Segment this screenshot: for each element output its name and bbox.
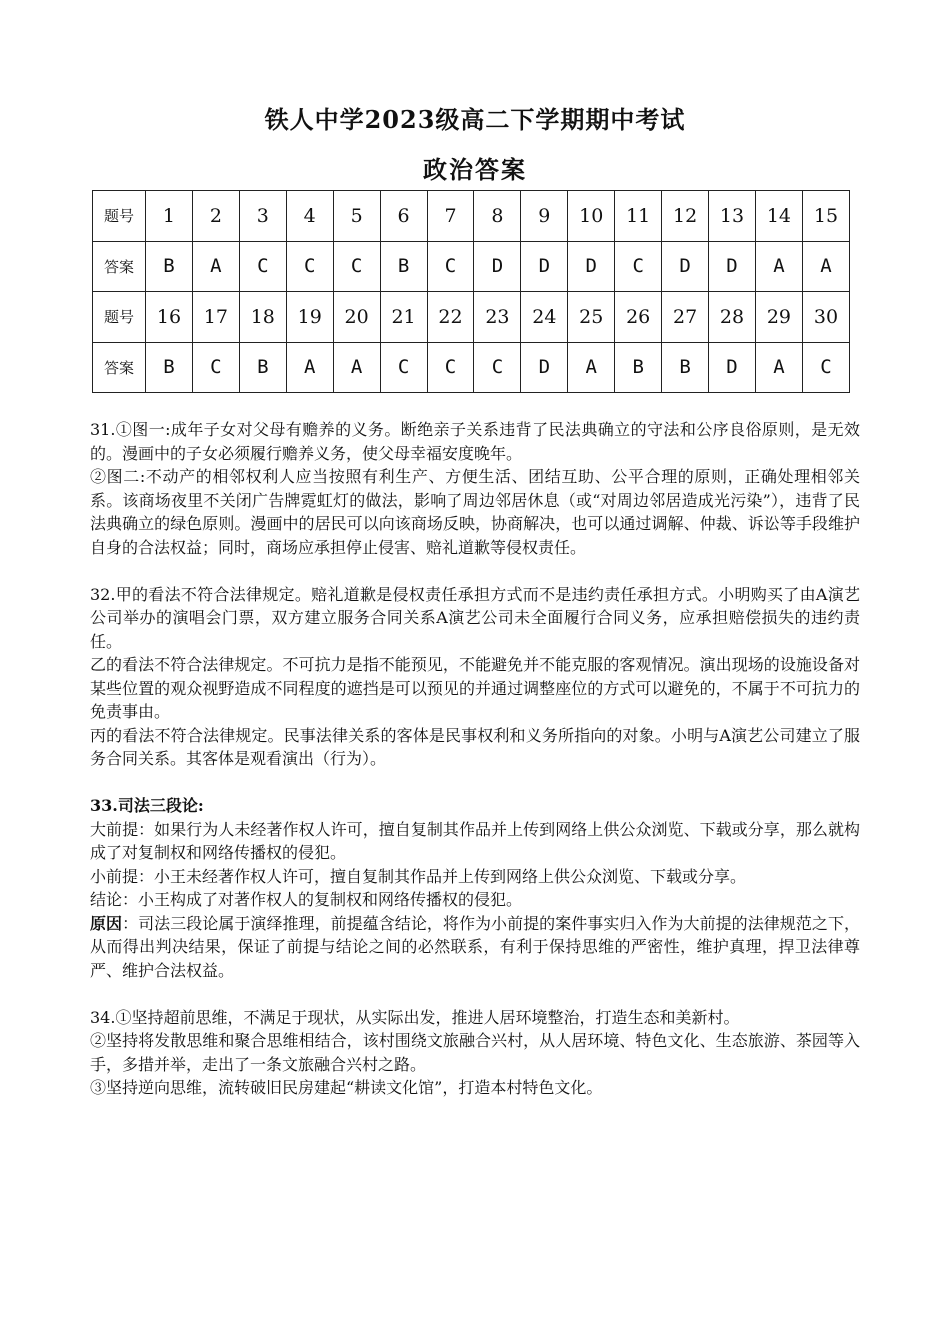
q34-para-3: ③坚持逆向思维，流转破旧民房建起“耕读文化馆”，打造本村特色文化。	[90, 1078, 603, 1097]
q33-reason-text: ：司法三段论属于演绎推理，前提蕴含结论，将作为小前提的案件事实归入作为大前提的法律规范之下，从而得出判决结果，保证了前提与结论之间的必然联系，有利于保持思维的严密性，维护真理，捍卫法律尊严、维护合法权益。	[90, 913, 860, 980]
answer-cell: D	[568, 241, 615, 292]
question-number-cell: 5	[333, 191, 380, 242]
answer-cell: A	[568, 342, 615, 393]
answer-content	[90, 418, 860, 1100]
answer-cell: C	[427, 342, 474, 393]
answer-cell: D	[709, 342, 756, 393]
answer-cell: D	[662, 241, 709, 292]
answer-cell: C	[192, 342, 239, 393]
answer-table	[92, 190, 850, 393]
answer-cell: D	[521, 342, 568, 393]
answer-cell: C	[474, 342, 521, 393]
answer-cell: C	[286, 241, 333, 292]
q31-para-2: ②图二:不动产的相邻权利人应当按照有利生产、方便生活、团结互助、公平合理的原则，正确处理相邻关系。该商场夜里不关闭广告牌霓虹灯的做法，影响了周边邻居休息（或“对周边邻居造成光污染”），违背了民法典确立的绿色原则。漫画中的居民可以向该商场反映，协商解决，也可以通过调解、仲裁、诉讼等手段维护自身的合法权益；同时，商场应承担停止侵害、赔礼道歉等侵权责任。	[90, 467, 860, 557]
question-number-cell: 10	[568, 191, 615, 242]
q34-para-2: ②坚持将发散思维和聚合思维相结合，该村围绕文旅融合兴村，从人居环境、特色文化、生态旅游、茶园等入手，多措并举，走出了一条文旅融合兴村之路。	[90, 1031, 860, 1074]
question-number-cell: 16	[146, 292, 193, 343]
answer-cell: B	[615, 342, 662, 393]
question-number-cell: 8	[474, 191, 521, 242]
answer-cell: B	[662, 342, 709, 393]
answer-cell: D	[521, 241, 568, 292]
question-number-cell: 14	[755, 191, 802, 242]
question-number-cell: 22	[427, 292, 474, 343]
answer-cell: C	[802, 342, 849, 393]
question-number-cell: 1	[146, 191, 193, 242]
question-number-cell: 24	[521, 292, 568, 343]
answer-cell: B	[146, 342, 193, 393]
num-label-cell: 题号	[93, 191, 146, 242]
q33-reason	[90, 912, 860, 983]
num-label-cell: 题号	[93, 292, 146, 343]
answer-cell: A	[333, 342, 380, 393]
q33-minor-premise: 小前提：小王未经著作权人许可，擅自复制其作品并上传到网络上供公众浏览、下载或分享。	[90, 866, 747, 886]
question-number-cell: 26	[615, 292, 662, 343]
answer-cell: D	[709, 241, 756, 292]
question-number-cell: 13	[709, 191, 756, 242]
q33-major-premise: 大前提：如果行为人未经著作权人许可，擅自复制其作品并上传到网络上供公众浏览、下载或分享，那么就构成了对复制权和网络传播权的侵犯。	[90, 819, 860, 862]
question-number-cell: 20	[333, 292, 380, 343]
q32-para-2: 乙的看法不符合法律规定。不可抗力是指不能预见，不能避免并不能克服的客观情况。演出现场的设施设备对某些位置的观众视野造成不同程度的遮挡是可以预见的并通过调整座位的方式可以避免的，不属于不可抗力的免责事由。	[90, 655, 860, 721]
answer-cell: C	[615, 241, 662, 292]
ans-label-cell: 答案	[93, 342, 146, 393]
question-number-cell: 25	[568, 292, 615, 343]
answer-cell: B	[146, 241, 193, 292]
question-number-cell: 3	[239, 191, 286, 242]
answer-cell: A	[286, 342, 333, 393]
answer-cell: A	[192, 241, 239, 292]
answer-cell: C	[239, 241, 286, 292]
answer-cell: C	[333, 241, 380, 292]
question-number-cell: 4	[286, 191, 333, 242]
q32-para-1: 32.甲的看法不符合法律规定。赔礼道歉是侵权责任承担方式而不是违约责任承担方式。小明购买了由A演艺公司举办的演唱会门票，双方建立服务合同关系A演艺公司未全面履行合同义务，应承担赔偿损失的违约责任。	[90, 584, 860, 651]
q32-para-3: 丙的看法不符合法律规定。民事法律关系的客体是民事权利和义务所指向的对象。小明与A演艺公司建立了服务合同关系。其客体是观看演出（行为）。	[90, 725, 860, 768]
answer-cell: D	[474, 241, 521, 292]
question-number-cell: 27	[662, 292, 709, 343]
answer-cell: B	[239, 342, 286, 393]
q31-para-1: 31.①图一:成年子女对父母有赡养的义务。断绝亲子关系违背了民法典确立的守法和公序良俗原则，是无效的。漫画中的子女必须履行赡养义务，使父母幸福安度晚年。	[90, 420, 860, 463]
q33-reason-label: 原因	[90, 913, 123, 933]
question-number-cell: 30	[802, 292, 849, 343]
ans-label-cell: 答案	[93, 241, 146, 292]
question-number-cell: 28	[709, 292, 756, 343]
question-number-cell: 18	[239, 292, 286, 343]
answer-cell: B	[380, 241, 427, 292]
answer-cell: A	[802, 241, 849, 292]
table-row	[93, 241, 850, 292]
question-number-cell: 19	[286, 292, 333, 343]
table-row	[93, 191, 850, 242]
question-number-cell: 15	[802, 191, 849, 242]
question-number-cell: 21	[380, 292, 427, 343]
page-subtitle: 政治答案	[423, 155, 527, 184]
question-number-cell: 17	[192, 292, 239, 343]
question-number-cell: 6	[380, 191, 427, 242]
question-number-cell: 7	[427, 191, 474, 242]
question-number-cell: 12	[662, 191, 709, 242]
q33-conclusion: 结论：小王构成了对著作权人的复制权和网络传播权的侵犯。	[90, 890, 523, 909]
question-number-cell: 9	[521, 191, 568, 242]
q33-heading: 33.司法三段论:	[90, 796, 204, 815]
answer-cell: A	[755, 342, 802, 393]
q34-para-1: 34.①坚持超前思维，不满足于现状，从实际出发，推进人居环境整治，打造生态和美新村。	[90, 1007, 740, 1027]
table-row	[93, 292, 850, 343]
question-number-cell: 11	[615, 191, 662, 242]
page-title: 铁人中学2023级高二下学期期中考试	[264, 105, 686, 134]
table-row	[93, 342, 850, 393]
question-number-cell: 29	[755, 292, 802, 343]
answer-cell: C	[427, 241, 474, 292]
answer-cell: C	[380, 342, 427, 393]
answer-cell: A	[755, 241, 802, 292]
question-number-cell: 23	[474, 292, 521, 343]
question-number-cell: 2	[192, 191, 239, 242]
